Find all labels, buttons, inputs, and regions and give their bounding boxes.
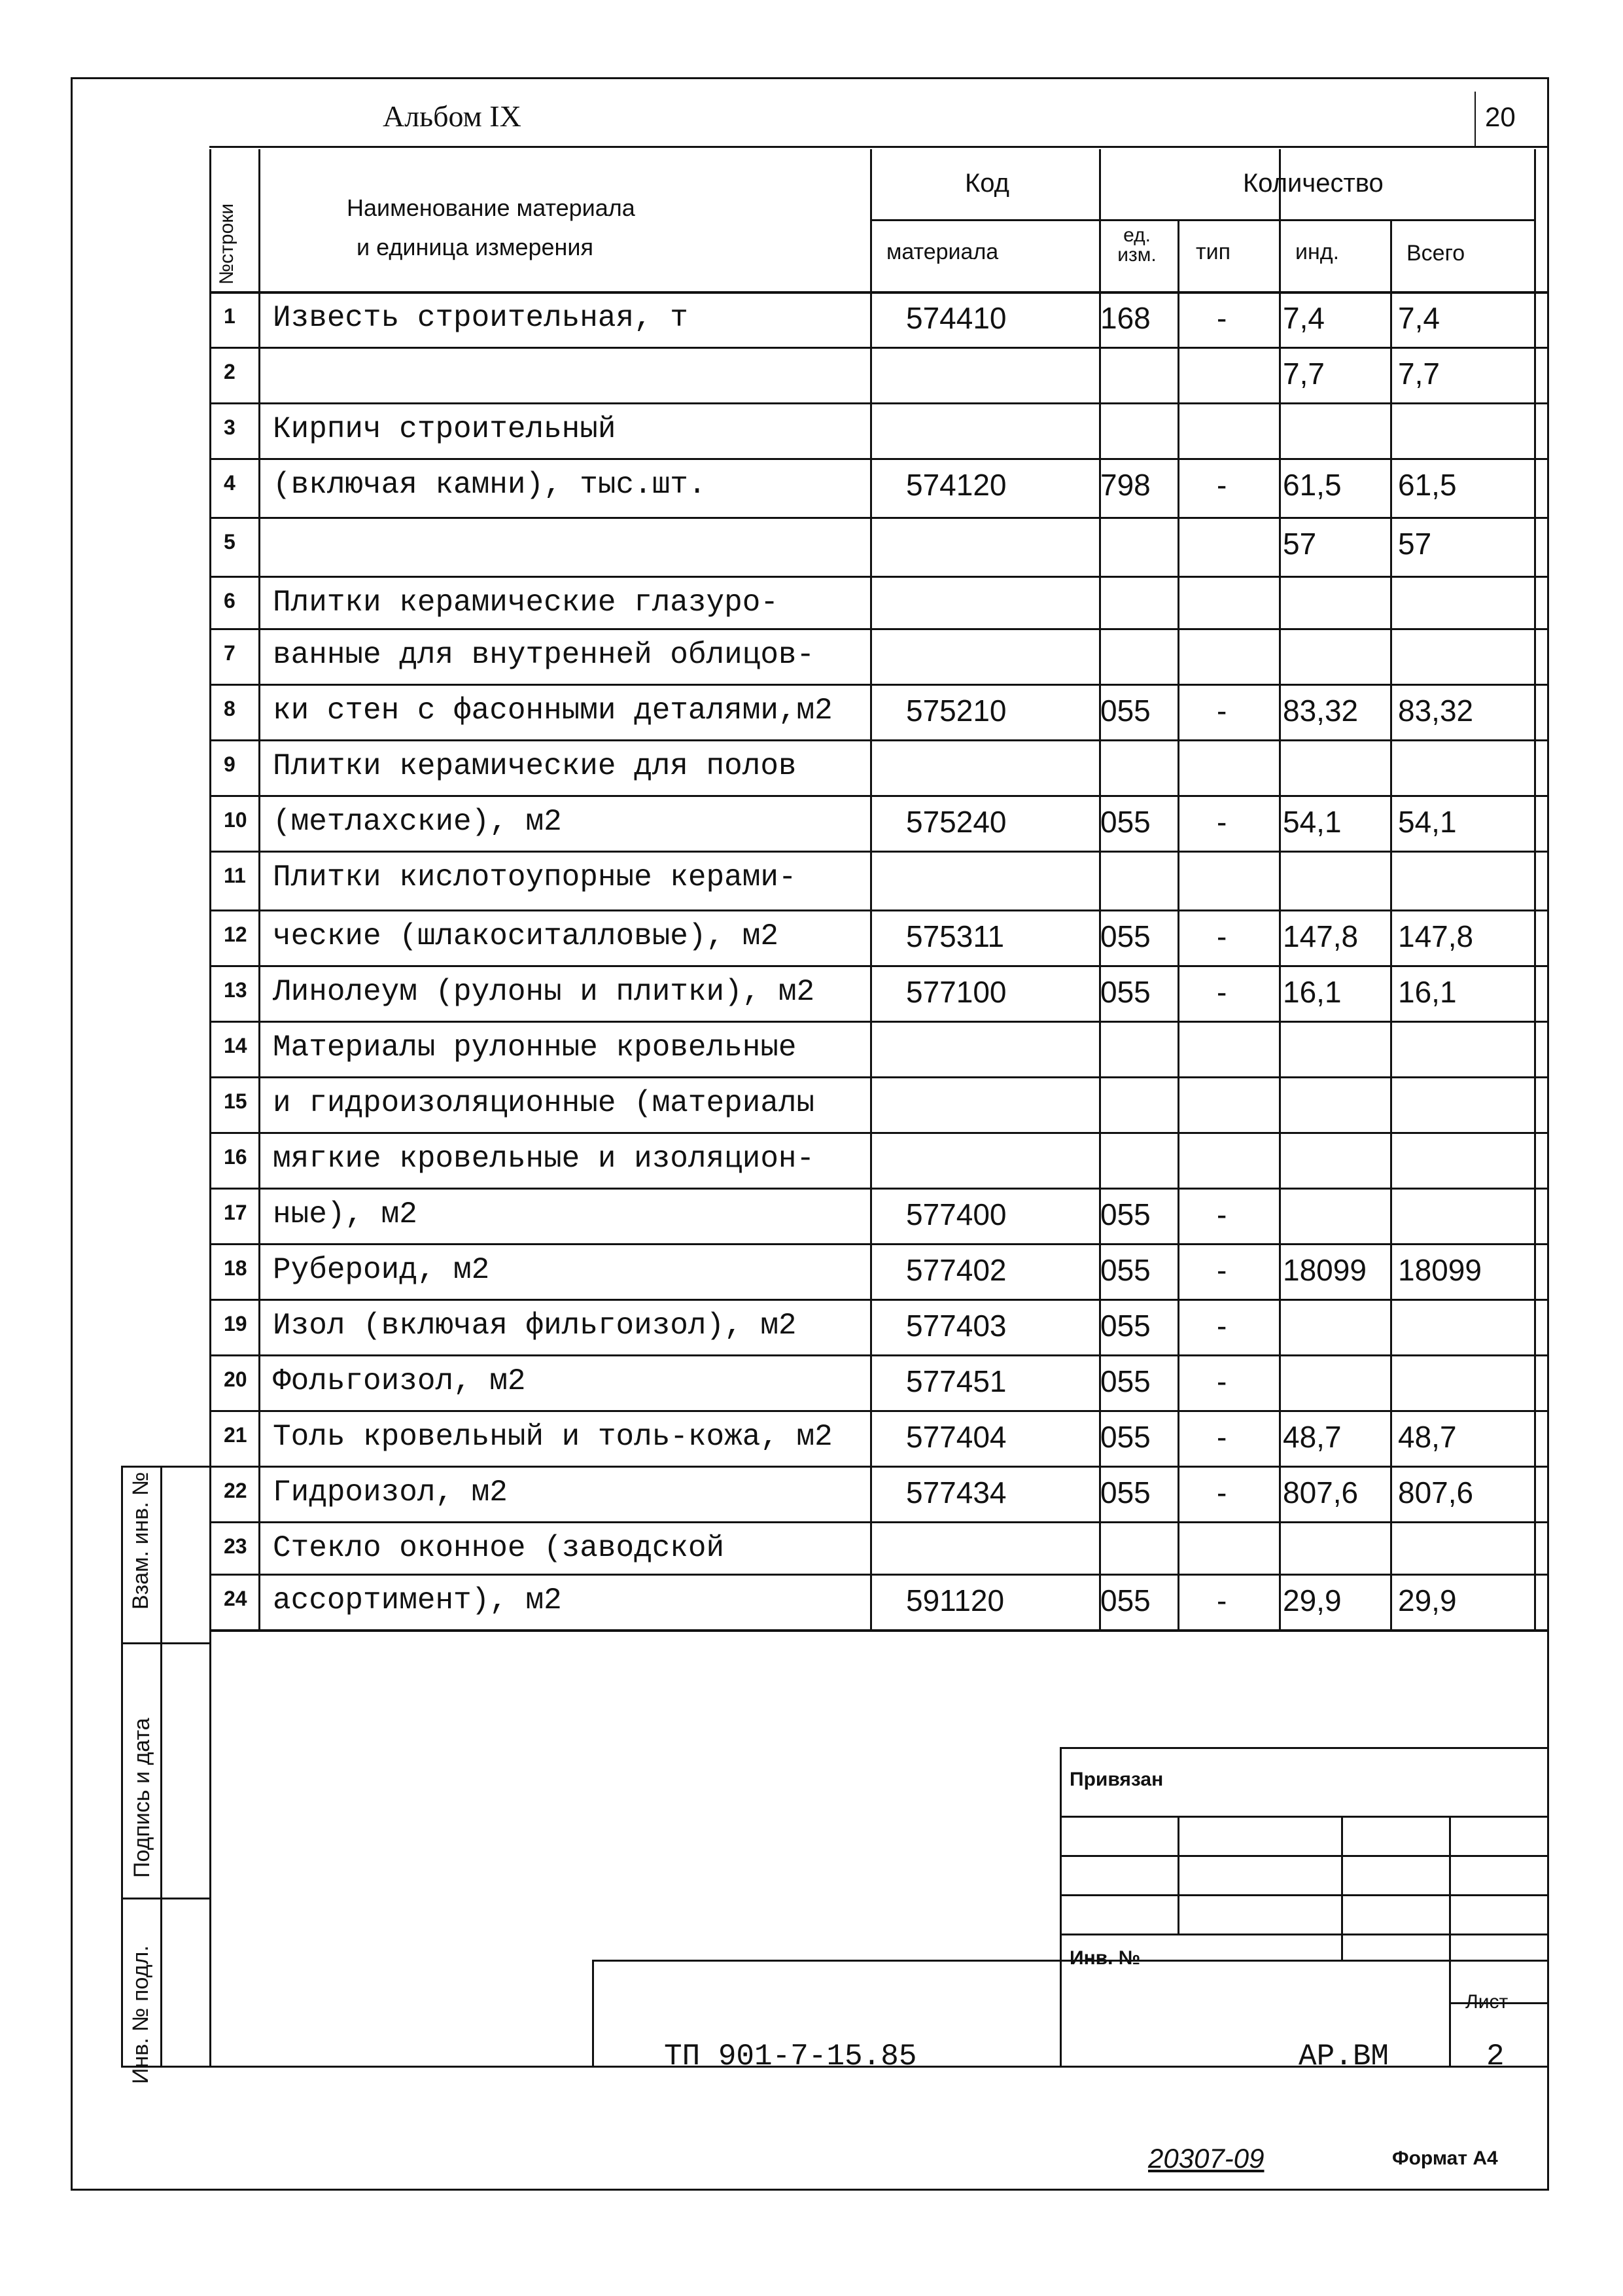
page-number: 20 [1485, 101, 1516, 132]
inv-no-label: Инв. № [1070, 1947, 1141, 1969]
material-code: 574410 [906, 301, 1007, 335]
row-number: 17 [224, 1201, 247, 1224]
type-value: - [1217, 1475, 1227, 1510]
ind-value: 61,5 [1283, 468, 1342, 502]
tb-col1 [1178, 1816, 1179, 1934]
type-value: - [1217, 468, 1227, 502]
type-value: - [1217, 301, 1227, 335]
row-rule [209, 965, 1547, 967]
unit-code: 055 [1100, 1197, 1151, 1231]
row-rule [209, 1243, 1547, 1245]
album-title: Альбом IX [383, 99, 521, 133]
col-rule [870, 149, 872, 1629]
row-rule [209, 347, 1547, 349]
material-name: ки стен с фасонными деталями,м2 [273, 694, 833, 728]
material-code: 575240 [906, 805, 1007, 839]
row-rule [209, 458, 1547, 460]
row-number: 13 [224, 978, 247, 1002]
row-number: 2 [224, 360, 236, 383]
material-name: Рубероид, м2 [273, 1253, 490, 1287]
tb-left [1060, 1747, 1062, 2068]
material-name: Кирпич строительный [273, 412, 616, 446]
total-value: 29,9 [1398, 1583, 1457, 1617]
material-code: 577402 [906, 1253, 1007, 1287]
unit-code: 055 [1100, 694, 1151, 728]
material-code: 574120 [906, 468, 1007, 502]
tb-top [1060, 1747, 1547, 1749]
col-rule [1279, 149, 1281, 1629]
row-rule [209, 739, 1547, 741]
privyazan-label: Привязан [1070, 1769, 1164, 1790]
tb-main-left [592, 1960, 594, 2068]
ind-value: 147,8 [1283, 919, 1359, 953]
material-code: 577404 [906, 1420, 1007, 1454]
tb-row1 [1060, 1816, 1547, 1818]
type-value: - [1217, 1253, 1227, 1287]
unit-code: 055 [1100, 919, 1151, 953]
quantity-header: Количество [1243, 169, 1384, 198]
row-rule [209, 1521, 1547, 1523]
name-header-line2: и единица измерения [357, 234, 594, 260]
unit-code: 055 [1100, 1309, 1151, 1343]
material-name: Линолеум (рулоны и плитки), м2 [273, 975, 815, 1009]
tb-col2 [1341, 1816, 1343, 1960]
row-number: 19 [224, 1312, 247, 1335]
row-rule [209, 517, 1547, 519]
side-vzam-label: Взам. инв. № [128, 1472, 153, 1610]
row-number: 8 [224, 697, 236, 720]
name-header-line1: Наименование материала [347, 194, 635, 221]
row-number: 6 [224, 589, 236, 612]
material-name: Гидроизол, м2 [273, 1475, 508, 1510]
row-number: 11 [224, 864, 246, 887]
side-podpis-label: Подпись и дата [130, 1718, 154, 1878]
material-name: Плитки кислотоупорные керами- [273, 860, 797, 894]
material-name: ческие (шлакоситалловые), м2 [273, 919, 778, 953]
side-strip-right [209, 1466, 211, 2068]
row-number: 18 [224, 1256, 247, 1280]
row-rule [209, 684, 1547, 686]
row-rule [209, 1466, 1547, 1468]
material-name: Известь строительная, т [273, 301, 688, 335]
type-value: - [1217, 919, 1227, 953]
side-strip-inner2 [160, 1466, 162, 2068]
row-rule [209, 1188, 1547, 1190]
material-name: (включая камни), тыс.шт. [273, 468, 707, 502]
type-value: - [1217, 975, 1227, 1009]
row-number-header: №строки [216, 203, 237, 285]
tb-right-edge [1547, 1642, 1549, 2068]
ind-value: 18099 [1283, 1253, 1367, 1287]
row-number: 15 [224, 1089, 247, 1113]
quantity-ind-header: инд. [1295, 239, 1340, 264]
ind-value: 57 [1283, 527, 1317, 561]
material-code: 577403 [906, 1309, 1007, 1343]
row-number: 9 [224, 752, 236, 776]
format-label: Формат А4 [1392, 2147, 1498, 2169]
row-number: 7 [224, 641, 236, 665]
row-rule [209, 910, 1547, 911]
ind-value: 48,7 [1283, 1420, 1342, 1454]
ind-value: 83,32 [1283, 694, 1359, 728]
material-code: 577100 [906, 975, 1007, 1009]
material-name: (метлахские), м2 [273, 805, 562, 839]
total-value: 807,6 [1398, 1475, 1474, 1510]
total-value: 7,7 [1398, 357, 1440, 391]
tb-row3 [1060, 1894, 1547, 1896]
tb-row2 [1060, 1855, 1547, 1857]
doc-code: ТП 901-7-15.85 [664, 2040, 917, 2074]
total-value: 54,1 [1398, 805, 1457, 839]
material-name: Стекло оконное (заводской [273, 1531, 725, 1565]
row-number: 23 [224, 1534, 247, 1558]
total-value: 18099 [1398, 1253, 1482, 1287]
type-value: - [1217, 1364, 1227, 1398]
total-value: 147,8 [1398, 919, 1474, 953]
code-material-header: материала [886, 239, 999, 264]
col-rule [1178, 219, 1179, 1629]
ind-value: 7,4 [1283, 301, 1325, 335]
total-value: 83,32 [1398, 694, 1474, 728]
col-rule [1390, 219, 1392, 1629]
side-strip-div1 [121, 1642, 209, 1644]
row-number: 4 [224, 471, 236, 495]
row-number: 21 [224, 1423, 247, 1447]
unit-code: 055 [1100, 1364, 1151, 1398]
row-number: 1 [224, 304, 236, 328]
code-header: Код [965, 169, 1010, 198]
row-rule [209, 628, 1547, 630]
unit-code: 798 [1100, 468, 1151, 502]
unit-code: 055 [1100, 1475, 1151, 1510]
material-code: 577451 [906, 1364, 1007, 1398]
table-end-rule [209, 1629, 1547, 1632]
material-code: 575311 [906, 919, 1005, 953]
unit-code: 055 [1100, 805, 1151, 839]
type-value: - [1217, 1309, 1227, 1343]
quantity-type-header: тип [1196, 239, 1230, 264]
row-number: 14 [224, 1034, 247, 1057]
material-name: Плитки керамические глазуро- [273, 586, 778, 620]
row-rule [209, 851, 1547, 853]
total-value: 57 [1398, 527, 1432, 561]
material-code: 577434 [906, 1475, 1007, 1510]
sheet-label: Лист [1465, 1991, 1509, 2013]
unit-code: 055 [1100, 1583, 1151, 1617]
side-strip-inner [121, 1466, 123, 2068]
material-code: 575210 [906, 694, 1007, 728]
type-value: - [1217, 1420, 1227, 1454]
row-number: 3 [224, 415, 236, 439]
material-name: Толь кровельный и толь-кожа, м2 [273, 1420, 833, 1454]
col-rule [1099, 149, 1101, 1629]
row-number: 10 [224, 808, 247, 832]
material-name: ные), м2 [273, 1197, 417, 1231]
side-inv-podl-label: Инв. № подл. [128, 1945, 153, 2084]
material-name: Плитки керамические для полов [273, 749, 797, 783]
side-strip-div2 [121, 1898, 209, 1899]
ind-value: 16,1 [1283, 975, 1342, 1009]
header-mid-rule [870, 219, 1534, 221]
col-rule [209, 149, 211, 1629]
material-name: Изол (включая фильгоизол), м2 [273, 1309, 797, 1343]
row-number: 12 [224, 923, 247, 946]
ind-value: 54,1 [1283, 805, 1342, 839]
copy-number: 20307-09 [1148, 2143, 1265, 2174]
ind-value: 29,9 [1283, 1583, 1342, 1617]
row-number: 5 [224, 530, 236, 554]
material-name: мягкие кровельные и изоляцион- [273, 1142, 815, 1176]
unit-code: 055 [1100, 1253, 1151, 1287]
material-name: ассортимент), м2 [273, 1583, 562, 1617]
total-value: 61,5 [1398, 468, 1457, 502]
type-value: - [1217, 1583, 1227, 1617]
row-number: 16 [224, 1145, 247, 1169]
row-number: 22 [224, 1479, 247, 1502]
sheet-number: 2 [1486, 2040, 1505, 2074]
row-rule [209, 1574, 1547, 1576]
row-rule [209, 576, 1547, 578]
material-name: Материалы рулонные кровельные [273, 1031, 797, 1065]
quantity-total-header: Всего [1406, 241, 1465, 266]
type-value: - [1217, 694, 1227, 728]
row-rule [209, 795, 1547, 797]
material-code: 591120 [906, 1583, 1005, 1617]
type-value: - [1217, 805, 1227, 839]
row-rule [209, 1021, 1547, 1023]
row-number: 24 [224, 1587, 247, 1610]
row-rule [209, 1354, 1547, 1356]
material-name: Фольгоизол, м2 [273, 1364, 526, 1398]
row-rule [209, 1410, 1547, 1412]
row-rule [209, 1299, 1547, 1301]
unit-code: 055 [1100, 1420, 1151, 1454]
row-rule [209, 1132, 1547, 1134]
total-value: 48,7 [1398, 1420, 1457, 1454]
code-unit-header: ед. изм. [1117, 224, 1157, 266]
doc-mark: АР.ВМ [1299, 2040, 1389, 2074]
type-value: - [1217, 1197, 1227, 1231]
col-rule [1534, 149, 1536, 1629]
col-rule [258, 149, 260, 1629]
total-value: 7,4 [1398, 301, 1440, 335]
unit-code: 055 [1100, 975, 1151, 1009]
row-number: 20 [224, 1368, 247, 1391]
tb-col3 [1449, 1816, 1451, 2068]
material-code: 577400 [906, 1197, 1007, 1231]
unit-code: 168 [1100, 301, 1151, 335]
row-rule [209, 402, 1547, 404]
material-name: ванные для внутренней облицов- [273, 638, 815, 672]
header-bottom-rule [209, 291, 1547, 294]
ind-value: 7,7 [1283, 357, 1325, 391]
material-name: и гидроизоляционные (материалы [273, 1086, 815, 1120]
tb-row4 [1060, 1934, 1547, 1935]
ind-value: 807,6 [1283, 1475, 1359, 1510]
total-value: 16,1 [1398, 975, 1457, 1009]
row-rule [209, 1076, 1547, 1078]
